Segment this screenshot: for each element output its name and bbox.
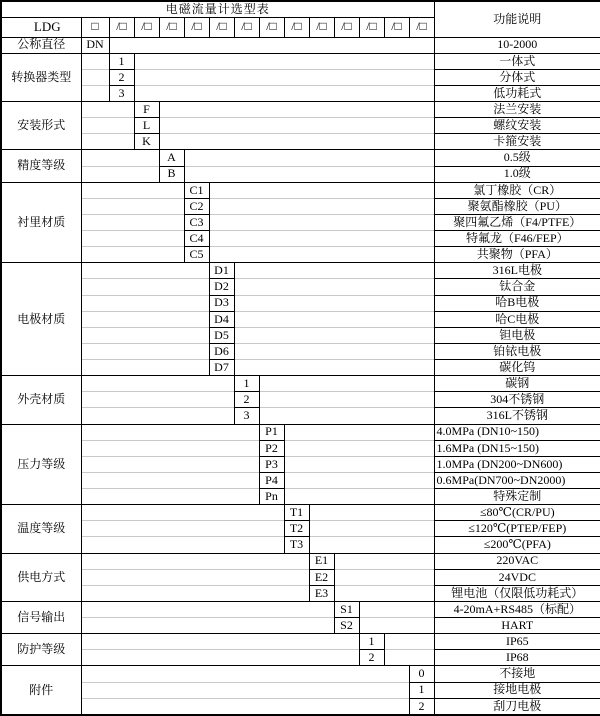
model-slot-cell: /□ [234, 17, 259, 37]
section-label: 衬里材质 [1, 182, 81, 263]
option-desc: 法兰安装 [434, 102, 600, 118]
empty-cell [81, 601, 334, 617]
option-row [1, 118, 600, 134]
option-row [1, 489, 600, 505]
option-code: 1 [359, 634, 384, 650]
model-slot-cell: /□ [334, 17, 359, 37]
option-code: 2 [359, 650, 384, 666]
option-code: D5 [209, 327, 234, 343]
empty-cell [209, 231, 434, 247]
empty-cell [81, 618, 334, 634]
option-desc: 锂电池（仅限低功耗式） [434, 585, 600, 601]
option-code: P2 [259, 440, 284, 456]
option-desc: 哈B电极 [434, 295, 600, 311]
empty-cell [81, 424, 259, 440]
option-desc: ≤120℃(PTEP/FEP) [434, 521, 600, 537]
option-code: 2 [234, 392, 259, 408]
option-code: 2 [109, 69, 134, 85]
option-row [1, 618, 600, 634]
option-row [1, 85, 600, 101]
empty-cell [81, 231, 184, 247]
option-code: D3 [209, 295, 234, 311]
option-desc: 碳钢 [434, 376, 600, 392]
option-row [1, 585, 600, 601]
section-label: 防护等级 [1, 634, 81, 666]
option-desc: 碳化钨 [434, 360, 600, 376]
section-label: 信号输出 [1, 601, 81, 633]
option-code: 1 [409, 682, 434, 698]
option-code: 1 [234, 376, 259, 392]
option-desc: 10-2000 [434, 37, 600, 53]
empty-cell [234, 279, 434, 295]
option-desc: 1.0级 [434, 166, 600, 182]
option-desc: HART [434, 618, 600, 634]
empty-cell [81, 214, 184, 230]
empty-cell [81, 392, 234, 408]
empty-cell [81, 134, 134, 150]
empty-cell [81, 472, 259, 488]
option-code: Pn [259, 489, 284, 505]
empty-cell [259, 408, 434, 424]
option-code: D2 [209, 279, 234, 295]
option-code: D7 [209, 360, 234, 376]
empty-cell [234, 295, 434, 311]
model-slot-cell: /□ [384, 17, 409, 37]
empty-cell [334, 553, 434, 569]
option-desc: 共聚物（PFA） [434, 247, 600, 263]
option-desc: 聚氨酯橡胶（PU） [434, 198, 600, 214]
empty-cell [81, 198, 184, 214]
empty-cell [234, 360, 434, 376]
empty-cell [81, 537, 284, 553]
option-code: D6 [209, 343, 234, 359]
empty-cell [234, 343, 434, 359]
option-desc: 聚四氟乙烯（F4/PTFE） [434, 214, 600, 230]
option-desc: 不接地 [434, 666, 600, 682]
function-column-header: 功能说明 [434, 1, 600, 37]
option-row [1, 666, 600, 682]
option-row [1, 150, 600, 166]
option-code: P1 [259, 424, 284, 440]
empty-cell [159, 102, 434, 118]
section-label: 安装形式 [1, 102, 81, 150]
empty-cell [81, 85, 109, 101]
section-label: 公称直径 [1, 37, 81, 53]
empty-cell [81, 408, 234, 424]
option-row [1, 698, 600, 715]
option-desc: 316L电极 [434, 263, 600, 279]
model-slot-cell: /□ [109, 17, 134, 37]
empty-cell [134, 53, 434, 69]
option-desc: 一体式 [434, 53, 600, 69]
option-desc: 1.0MPa (DN200~DN600) [434, 456, 600, 472]
empty-cell [384, 650, 434, 666]
empty-cell [81, 553, 309, 569]
model-slot-cell: /□ [259, 17, 284, 37]
option-row [1, 650, 600, 666]
model-slot-cell: /□ [159, 17, 184, 37]
empty-cell [81, 585, 309, 601]
option-row [1, 505, 600, 521]
option-desc: 低功耗式 [434, 85, 600, 101]
option-row [1, 53, 600, 69]
section-label: 外壳材质 [1, 376, 81, 424]
empty-cell [259, 376, 434, 392]
option-code: S1 [334, 601, 359, 617]
option-code: B [159, 166, 184, 182]
option-code: D1 [209, 263, 234, 279]
empty-cell [81, 505, 284, 521]
empty-cell [81, 247, 184, 263]
option-desc: 304不锈钢 [434, 392, 600, 408]
empty-cell [334, 569, 434, 585]
option-row [1, 537, 600, 553]
empty-cell [359, 618, 434, 634]
empty-cell [81, 102, 134, 118]
section-label: 电极材质 [1, 263, 81, 376]
empty-cell [259, 392, 434, 408]
option-row [1, 102, 600, 118]
option-row [1, 634, 600, 650]
option-code: C3 [184, 214, 209, 230]
option-code: C2 [184, 198, 209, 214]
option-code: 2 [409, 698, 434, 715]
empty-cell [81, 698, 409, 715]
option-desc: IP68 [434, 650, 600, 666]
option-desc: IP65 [434, 634, 600, 650]
option-desc: 钽电极 [434, 327, 600, 343]
option-code: F [134, 102, 159, 118]
option-desc: 钛合金 [434, 279, 600, 295]
section-label: 转换器类型 [1, 53, 81, 101]
option-row [1, 376, 600, 392]
option-code: P3 [259, 456, 284, 472]
empty-cell [81, 521, 284, 537]
option-code: E3 [309, 585, 334, 601]
empty-cell [81, 150, 159, 166]
option-code: C1 [184, 182, 209, 198]
option-row [1, 327, 600, 343]
option-code: P4 [259, 472, 284, 488]
option-code: T3 [284, 537, 309, 553]
option-desc: 0.6MPa(DN700~DN2000) [434, 472, 600, 488]
empty-cell [81, 456, 259, 472]
option-row [1, 456, 600, 472]
option-row [1, 392, 600, 408]
empty-cell [81, 295, 209, 311]
empty-cell [81, 440, 259, 456]
empty-cell [309, 505, 434, 521]
model-box-cell: □ [81, 17, 109, 37]
option-row [1, 279, 600, 295]
empty-cell [81, 376, 234, 392]
empty-cell [81, 343, 209, 359]
empty-cell [209, 214, 434, 230]
option-row [1, 682, 600, 698]
option-desc: 4.0MPa (DN10~150) [434, 424, 600, 440]
option-code: 3 [234, 408, 259, 424]
empty-cell [81, 279, 209, 295]
empty-cell [284, 472, 434, 488]
option-code: T1 [284, 505, 309, 521]
model-slot-cell: /□ [359, 17, 384, 37]
option-row [1, 408, 600, 424]
empty-cell [81, 569, 309, 585]
option-row [1, 569, 600, 585]
empty-cell [81, 650, 359, 666]
option-row [1, 182, 600, 198]
empty-cell [134, 85, 434, 101]
empty-cell [209, 182, 434, 198]
empty-cell [81, 682, 409, 698]
option-desc: 哈C电极 [434, 311, 600, 327]
empty-cell [359, 601, 434, 617]
empty-cell [284, 456, 434, 472]
option-row [1, 295, 600, 311]
table-title: 电磁流量计选型表 [1, 1, 434, 17]
model-slot-cell: /□ [409, 17, 434, 37]
empty-cell [134, 69, 434, 85]
model-prefix: LDG [1, 17, 81, 37]
empty-cell [234, 311, 434, 327]
model-slot-cell: /□ [184, 17, 209, 37]
option-desc: 刮刀电极 [434, 698, 600, 715]
option-desc: 接地电极 [434, 682, 600, 698]
option-row [1, 134, 600, 150]
option-desc: 螺纹安装 [434, 118, 600, 134]
empty-cell [81, 263, 209, 279]
empty-cell [81, 360, 209, 376]
option-row [1, 37, 600, 53]
option-row [1, 472, 600, 488]
option-code: 0 [409, 666, 434, 682]
model-slot-cell: /□ [309, 17, 334, 37]
option-row [1, 360, 600, 376]
option-desc: 316L不锈钢 [434, 408, 600, 424]
empty-cell [81, 182, 184, 198]
option-row [1, 69, 600, 85]
section-label: 精度等级 [1, 150, 81, 182]
option-desc: 分体式 [434, 69, 600, 85]
option-desc: ≤80℃(CR/PU) [434, 505, 600, 521]
option-row [1, 440, 600, 456]
option-row [1, 166, 600, 182]
empty-cell [234, 327, 434, 343]
empty-cell [309, 521, 434, 537]
option-row [1, 214, 600, 230]
option-code: C4 [184, 231, 209, 247]
option-code: S2 [334, 618, 359, 634]
empty-cell [209, 198, 434, 214]
empty-cell [81, 327, 209, 343]
title-row [1, 1, 600, 17]
option-row [1, 424, 600, 440]
option-code: A [159, 150, 184, 166]
option-code: E1 [309, 553, 334, 569]
option-row [1, 521, 600, 537]
empty-cell [81, 634, 359, 650]
empty-cell [334, 585, 434, 601]
option-desc: 特氟龙（F46/FEP） [434, 231, 600, 247]
empty-cell [81, 69, 109, 85]
option-row [1, 311, 600, 327]
option-row [1, 198, 600, 214]
option-code: DN [81, 37, 109, 53]
option-row [1, 247, 600, 263]
option-code: K [134, 134, 159, 150]
option-code: 1 [109, 53, 134, 69]
section-label: 供电方式 [1, 553, 81, 601]
empty-cell [184, 166, 434, 182]
option-desc: 特殊定制 [434, 489, 600, 505]
option-row [1, 343, 600, 359]
option-desc: 氯丁橡胶（CR） [434, 182, 600, 198]
option-code: T2 [284, 521, 309, 537]
empty-cell [81, 166, 159, 182]
empty-cell [284, 424, 434, 440]
empty-cell [309, 537, 434, 553]
empty-cell [284, 489, 434, 505]
empty-cell [284, 440, 434, 456]
option-desc: 0.5级 [434, 150, 600, 166]
option-row [1, 231, 600, 247]
empty-cell [384, 634, 434, 650]
empty-cell [234, 263, 434, 279]
option-desc: 卡箍安装 [434, 134, 600, 150]
section-label: 附件 [1, 666, 81, 715]
empty-cell [109, 37, 434, 53]
empty-cell [81, 53, 109, 69]
empty-cell [184, 150, 434, 166]
option-desc: ≤200℃(PFA) [434, 537, 600, 553]
option-desc: 24VDC [434, 569, 600, 585]
section-label: 温度等级 [1, 505, 81, 553]
option-row [1, 263, 600, 279]
model-slot-cell: /□ [284, 17, 309, 37]
model-slot-cell: /□ [134, 17, 159, 37]
empty-cell [159, 134, 434, 150]
option-desc: 4-20mA+RS485（标配） [434, 601, 600, 617]
empty-cell [81, 666, 409, 682]
option-desc: 220VAC [434, 553, 600, 569]
section-label: 压力等级 [1, 424, 81, 505]
option-code: L [134, 118, 159, 134]
option-code: E2 [309, 569, 334, 585]
empty-cell [81, 489, 259, 505]
option-desc: 1.6MPa (DN15~150) [434, 440, 600, 456]
empty-cell [81, 311, 209, 327]
option-code: 3 [109, 85, 134, 101]
model-slot-cell: /□ [209, 17, 234, 37]
empty-cell [209, 247, 434, 263]
option-row [1, 553, 600, 569]
option-row [1, 601, 600, 617]
empty-cell [81, 118, 134, 134]
option-code: C5 [184, 247, 209, 263]
empty-cell [159, 118, 434, 134]
option-desc: 铂铱电极 [434, 343, 600, 359]
option-code: D4 [209, 311, 234, 327]
